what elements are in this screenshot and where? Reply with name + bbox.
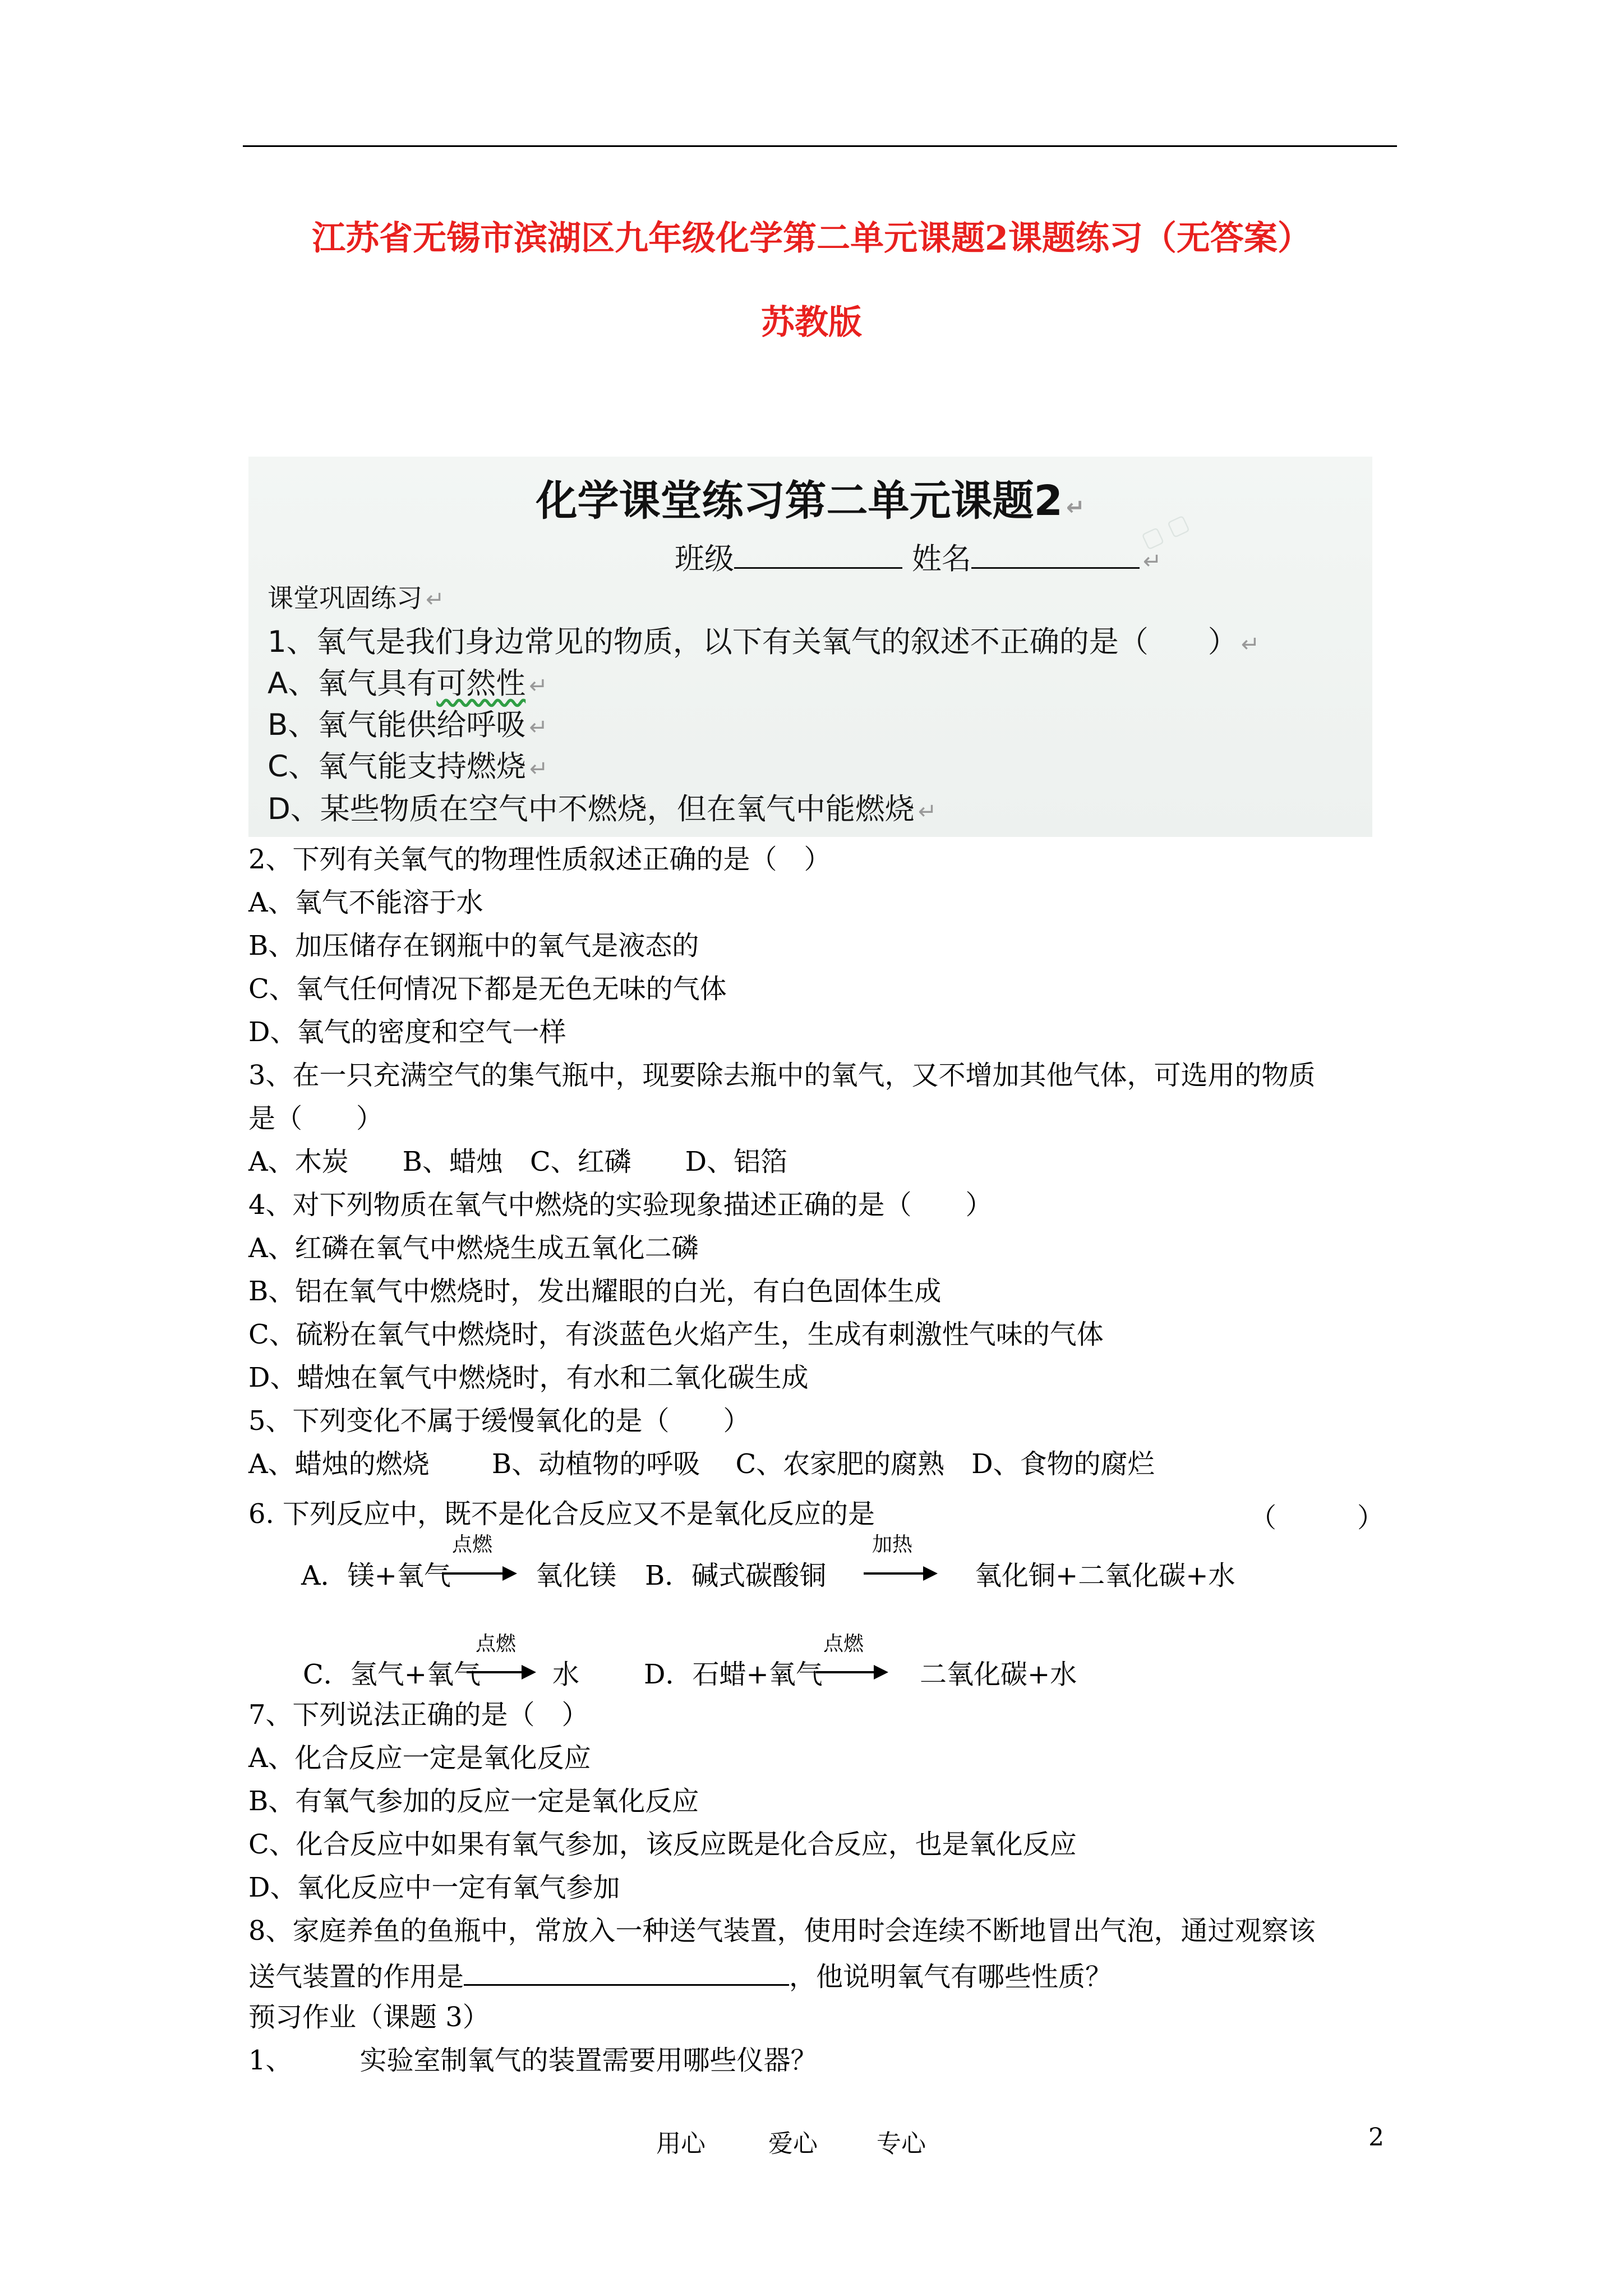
question-6-answer-paren: （ ） — [1249, 1502, 1385, 1534]
reaction-a-reactants: A．镁+氧气 — [301, 1560, 451, 1591]
question-7: 7、下列说法正确的是（ ） — [248, 1699, 589, 1731]
screenshot-q1: 1、氧气是我们身边常见的物质，以下有关氧气的叙述不正确的是（ ） ↵ — [268, 625, 1260, 659]
reaction-c-reactants: C．氢气+氧气 — [303, 1659, 481, 1690]
document-title-line-1: 江苏省无锡市滨湖区九年级化学第二单元课题2课题练习（无答案） — [312, 219, 1311, 258]
reaction-c-arrow — [467, 1671, 534, 1673]
reaction-d-products: 二氧化碳+水 — [920, 1659, 1077, 1690]
preview-question-1: 1、 实验室制氧气的装置需要用哪些仪器？ — [248, 2045, 818, 2076]
question-7-option-c: C、化合反应中如果有氧气参加，该反应既是化合反应，也是氧化反应 — [248, 1829, 1077, 1860]
footer-motto-2: 爱心 — [768, 2129, 818, 2158]
question-5: 5、下列变化不属于缓慢氧化的是（ ） — [248, 1405, 750, 1437]
watermark: ▢ ▢ — [1137, 509, 1193, 554]
question-8-line-1: 8、家庭养鱼的鱼瓶中，常放入一种送气装置，使用时会连续不断地冒出气泡，通过观察该 — [248, 1915, 1316, 1947]
preview-homework-heading: 预习作业（课题 3） — [248, 2001, 490, 2033]
answer-blank[interactable] — [464, 1956, 789, 1986]
question-8-line-2: 送气装置的作用是 ，他说明氧气有哪些性质？ — [248, 1956, 1112, 1995]
screenshot-q1-d: D、某些物质在空气中不燃烧，但在氧气中能燃烧 ↵ — [268, 792, 937, 826]
document-title-line-2: 苏教版 — [761, 303, 862, 342]
header-rule — [243, 145, 1397, 147]
screenshot-q1-a: A、氧气具有可然性 ↵ — [268, 666, 548, 701]
question-4: 4、对下列物质在氧气中燃烧的实验现象描述正确的是（ ） — [248, 1189, 993, 1221]
question-7-option-d: D、氧化反应中一定有氧气参加 — [248, 1872, 620, 1903]
footer-motto-1: 用心 — [656, 2129, 706, 2158]
question-4-option-b: B、铝在氧气中燃烧时，发出耀眼的白光，有白色固体生成 — [248, 1276, 942, 1307]
question-4-option-d: D、蜡烛在氧气中燃烧时，有水和二氧化碳生成 — [248, 1362, 809, 1393]
reaction-d-condition: 点燃 — [823, 1632, 864, 1655]
question-7-option-a: A、化合反应一定是氧化反应 — [248, 1742, 591, 1774]
question-6: 6. 下列反应中，既不是化合反应又不是氧化反应的是 — [248, 1498, 875, 1530]
reaction-b-condition: 加热 — [872, 1533, 913, 1556]
question-5-options: A、蜡烛的燃烧 B、动植物的呼吸 C、农家肥的腐熟 D、食物的腐烂 — [248, 1448, 1155, 1480]
question-2: 2、下列有关氧气的物理性质叙述正确的是（ ） — [248, 844, 831, 875]
question-3-options: A、木炭 B、蜡烛 C、红磷 D、铝箔 — [248, 1146, 788, 1177]
reaction-a-condition: 点燃 — [452, 1533, 493, 1556]
reaction-b-products: 氧化铜+二氧化碳+水 — [975, 1560, 1235, 1591]
question-3-line-2: 是（ ） — [248, 1103, 384, 1134]
screenshot-q1-b: B、氧气能供给呼吸 ↵ — [268, 708, 548, 742]
screenshot-section: 课堂巩固练习 ↵ — [268, 583, 445, 613]
reaction-c-product: 水 — [552, 1659, 580, 1690]
question-4-option-a: A、红磷在氧气中燃烧生成五氧化二磷 — [248, 1232, 699, 1264]
question-3-line-1: 3、在一只充满空气的集气瓶中，现要除去瓶中的氧气，又不增加其他气体，可选用的物质 — [248, 1060, 1316, 1091]
screenshot-heading: 化学课堂练习第二单元课题2 ↵ — [536, 477, 1085, 525]
reaction-d-reactants: D．石蜡+氧气 — [644, 1659, 823, 1690]
question-2-option-d: D、氧气的密度和空气一样 — [248, 1016, 566, 1048]
question-7-option-b: B、有氧气参加的反应一定是氧化反应 — [248, 1786, 699, 1817]
question-2-option-c: C、氧气任何情况下都是无色无味的气体 — [248, 973, 727, 1005]
question-2-option-b: B、加压储存在钢瓶中的氧气是液态的 — [248, 930, 699, 961]
reaction-c-condition: 点燃 — [476, 1632, 517, 1655]
reaction-a-arrow — [443, 1572, 515, 1575]
page-number: 2 — [1368, 2123, 1384, 2152]
reaction-a-product: 氧化镁 — [536, 1560, 617, 1591]
footer-motto-3: 专心 — [877, 2129, 926, 2158]
reaction-b-reactants: B．碱式碳酸铜 — [645, 1560, 827, 1591]
question-2-option-a: A、氧气不能溶于水 — [248, 887, 483, 918]
screenshot-q1-c: C、氧气能支持燃烧 ↵ — [268, 749, 548, 784]
reaction-d-arrow — [816, 1671, 886, 1673]
question-4-option-c: C、硫粉在氧气中燃烧时，有淡蓝色火焰产生，生成有刺激性气味的气体 — [248, 1319, 1104, 1350]
reaction-b-arrow — [864, 1572, 935, 1575]
embedded-screenshot — [248, 457, 1372, 837]
class-name-line: 班级 姓名 ↵ — [675, 535, 1161, 578]
